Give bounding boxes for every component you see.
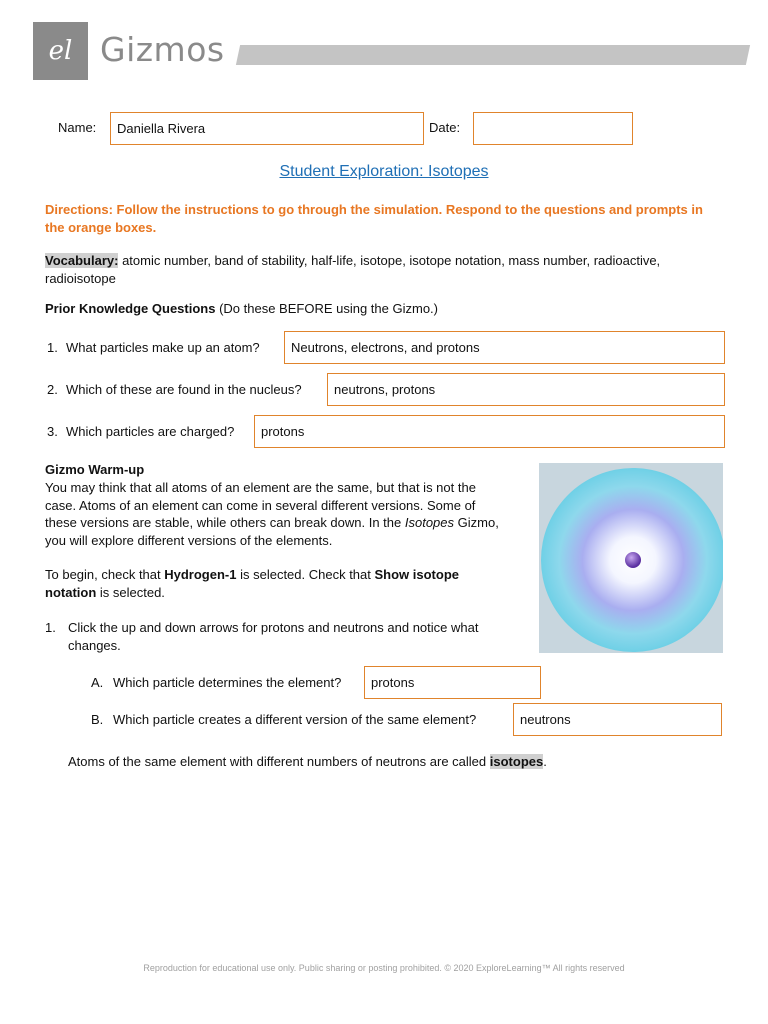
brand-name: Gizmos	[100, 30, 225, 69]
warmup-paragraph	[45, 479, 510, 549]
vocabulary-terms: atomic number, band of stability, half-life, isotope, isotope notation, mass number, radioactive, radioisotope	[45, 253, 661, 286]
warmup-text: Gizmo, you will explore different versions of the elements.	[45, 515, 499, 548]
instruction-bold: Hydrogen-1	[164, 567, 237, 582]
question-text: Which of these are found in the nucleus?	[66, 382, 302, 397]
question-text: Which particles are charged?	[66, 424, 235, 439]
conclusion-text: Atoms of the same element with different numbers of neutrons are called	[68, 754, 490, 769]
name-label: Name:	[58, 120, 97, 135]
prior-knowledge-heading	[45, 301, 438, 316]
answer-field[interactable]: neutrons, protons	[327, 373, 725, 406]
step-number: 1.	[45, 620, 56, 635]
question-text: What particles make up an atom?	[66, 340, 260, 355]
question-number: 2.	[47, 382, 58, 397]
atom-image	[539, 463, 723, 653]
answer-field[interactable]: protons	[254, 415, 725, 448]
answer-field[interactable]: neutrons	[513, 703, 722, 736]
name-field[interactable]: Daniella Rivera	[110, 112, 424, 145]
instruction-text: is selected.	[96, 584, 165, 600]
instruction-paragraph	[45, 566, 510, 601]
instruction-bold: Show isotope notation	[45, 567, 459, 600]
vocabulary-label: Vocabulary:	[45, 253, 119, 268]
subquestion-letter: B.	[91, 712, 104, 727]
instruction-text: is selected. Check that	[236, 567, 375, 582]
conclusion-term: isotopes	[489, 754, 544, 769]
logo-badge	[33, 22, 88, 80]
page-title: Student Exploration: Isotopes	[279, 163, 489, 180]
subquestion-text: Which particle determines the element?	[113, 675, 342, 690]
header-bar	[236, 45, 750, 65]
answer-field[interactable]: Neutrons, electrons, and protons	[284, 331, 725, 364]
subquestion-text: Which particle creates a different version of the same element?	[113, 712, 477, 727]
warmup-italic: Isotopes	[404, 515, 455, 530]
instruction-text: To begin, check that	[45, 567, 165, 582]
directions: Directions: Follow the instructions to go through the simulation. Respond to the questions and prompts in the orange boxes.	[45, 202, 703, 235]
question-number: 3.	[47, 424, 58, 439]
date-label: Date:	[429, 120, 461, 135]
prior-knowledge-subtitle: (Do these BEFORE using the Gizmo.)	[215, 301, 438, 316]
conclusion-text: .	[543, 754, 547, 769]
vocabulary	[45, 252, 715, 288]
warmup-text: You may think that all atoms of an element are the same, but that is not the case. Atoms of an element can come in several different versions. Some of these versions are stable, while others can break down. In the	[45, 480, 476, 530]
prior-knowledge-title: Prior Knowledge Questions	[45, 301, 216, 316]
logo-icon: el	[48, 36, 73, 66]
step-text: Click the up and down arrows for protons and neutrons and notice what changes.	[68, 620, 479, 653]
question-number: 1.	[47, 340, 58, 355]
subquestion-letter: A.	[91, 675, 104, 690]
date-field[interactable]	[473, 112, 633, 145]
answer-field[interactable]: protons	[364, 666, 541, 699]
nucleus-icon	[625, 552, 641, 568]
warmup-title: Gizmo Warm-up	[45, 462, 145, 477]
footer-copyright: Reproduction for educational use only. Public sharing or posting prohibited. © 2020 ExploreLearning™ All rights reserved	[143, 963, 625, 973]
conclusion	[68, 754, 547, 769]
